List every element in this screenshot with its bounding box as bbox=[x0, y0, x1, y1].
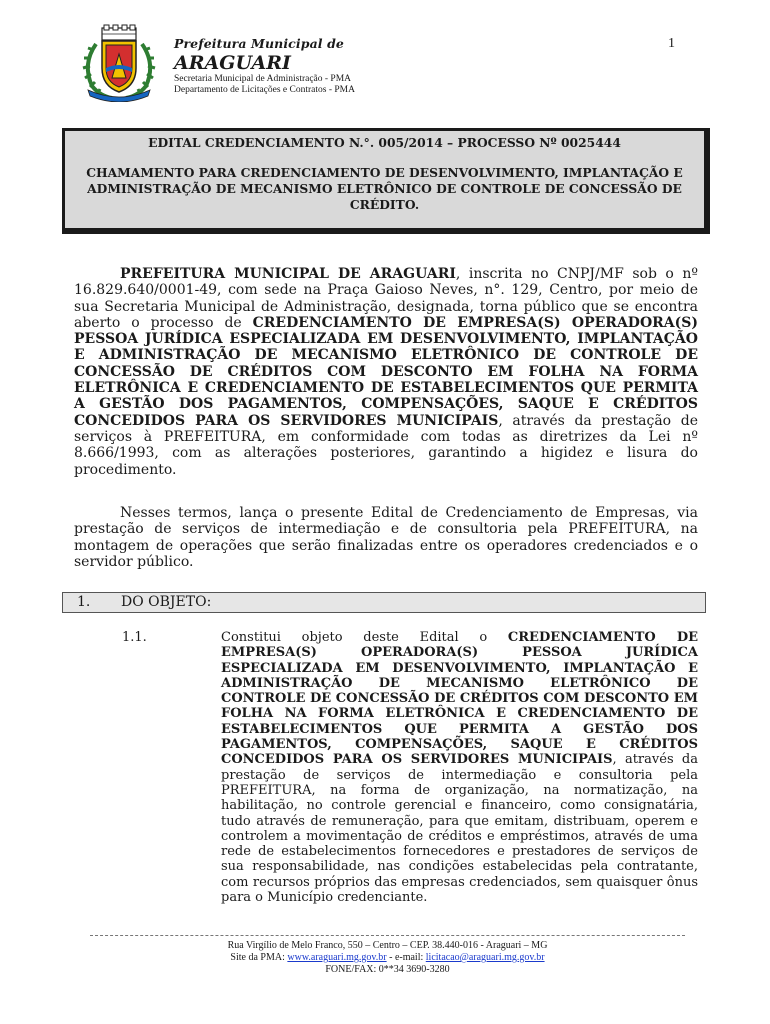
footer-email-link[interactable]: licitacao@araguari.mg.gov.br bbox=[425, 952, 545, 963]
footer-site-link[interactable]: www.araguari.mg.gov.br bbox=[287, 952, 387, 963]
second-paragraph-text: Nesses termos, lança o presente Edital de Credenciamento de Empresas, via prestação de serviços de intermediação e de consultoria pela PREFEITURA, na montagem de operações que serão finalizadas entre os operadores credenciados e o servidor público. bbox=[74, 505, 698, 570]
section-label: DO OBJETO: bbox=[121, 594, 212, 610]
intro-text-b: , através da prestação de serviços à PREFEITURA, em conformidade com todas as diretrizes da Lei nº 8.666/1993, com as alterações posteriores, garantindo a higidez e lisura do procedimento. bbox=[74, 412, 698, 478]
intro-bold-entity: PREFEITURA MUNICIPAL DE ARAGUARI bbox=[120, 266, 456, 282]
letterhead-departamento: Departamento de Licitações e Contratos - PMA bbox=[174, 85, 355, 95]
page-number: 1 bbox=[668, 36, 675, 51]
edital-subject-title: CHAMAMENTO PARA CREDENCIAMENTO DE DESENVOLVIMENTO, IMPLANTAÇÃO E ADMINISTRAÇÃO DE MECANISMO ELETRÔNICO DE CONTROLE DE CONCESSÃO DE CRÉDITO. bbox=[86, 165, 683, 212]
edital-number-title: EDITAL CREDENCIAMENTO N.°. 005/2014 – PROCESSO Nº 0025444 bbox=[148, 135, 621, 150]
footer-contacts bbox=[90, 952, 685, 964]
letterhead-city: ARAGUARI bbox=[174, 52, 291, 74]
item-text-b: , através da prestação de serviços de intermediação e consultoria pela PREFEITURA, na forma de organização, na normatização, na habilitação, no controle gerencial e financeiro, como consignatária, tudo através de remuneração, para que emitam, distribuam, operem e controlem a movimentação de créditos e empréstimos, através de uma rede de estabelecimentos fornecedores e prestadores de serviços de sua responsabilidade, nas condições estabelecidas pela contratante, com recursos próprios das empresas credenciados, sem quaisquer ônus para o Município credenciante. bbox=[221, 752, 698, 906]
letterhead-secretaria: Secretaria Municipal de Administração - PMA bbox=[174, 74, 352, 84]
item-1-1-text bbox=[221, 630, 698, 905]
edital-title-box bbox=[62, 128, 710, 234]
second-paragraph bbox=[74, 505, 698, 570]
item-text-a: Constitui objeto deste Edital o bbox=[221, 630, 508, 645]
section-number: 1. bbox=[77, 594, 91, 610]
page-footer bbox=[90, 940, 685, 976]
letterhead bbox=[174, 36, 694, 96]
intro-paragraph bbox=[74, 266, 698, 478]
footer-email-label: - e-mail: bbox=[386, 952, 426, 963]
item-number: 1.1. bbox=[122, 630, 147, 645]
coat-of-arms-logo bbox=[78, 24, 160, 102]
section-heading-objeto bbox=[62, 592, 706, 613]
item-bold-object: CREDENCIAMENTO DE EMPRESA(S) OPERADORA(S) PESSOA JURÍDICA ESPECIALIZADA EM DESENVOLVIMENTO, IMPLANTAÇÃO E ADMINISTRAÇÃO DE MECANISMO ELETRÔNICO DE CONTROLE DE CONCESSÃO DE CRÉDITOS COM DESCONTO EM FOLHA NA FORMA ELETRÔNICA E CREDENCIAMENTO DE ESTABELECIMENTOS QUE PERMITA A GESTÃO DOS PAGAMENTOS, COMPENSAÇÕES, SAQUE E CRÉDITOS CONCEDIDOS PARA OS SERVIDORES MUNICIPAIS bbox=[221, 630, 698, 768]
footer-site-label: Site da PMA: bbox=[230, 952, 288, 963]
letterhead-prefeitura: Prefeitura Municipal de bbox=[174, 36, 344, 51]
intro-bold-object: CREDENCIAMENTO DE EMPRESA(S) OPERADORA(S) PESSOA JURÍDICA ESPECIALIZADA EM DESENVOLVIMENTO, IMPLANTAÇÃO E ADMINISTRAÇÃO DE MECANISMO ELETRÔNICO DE CONTROLE DE CONCESSÃO DE CRÉDITOS COM DESCONTO EM FOLHA NA FORMA ELETRÔNICA E CREDENCIAMENTO DE ESTABELECIMENTOS QUE PERMITA A GESTÃO DOS PAGAMENTOS, COMPENSAÇÕES, SAQUE E CRÉDITOS CONCEDIDOS PARA OS SERVIDORES MUNICIPAIS bbox=[74, 314, 699, 429]
footer-phone: FONE/FAX: 0**34 3690-3280 bbox=[325, 964, 450, 975]
footer-address: Rua Virgílio de Melo Franco, 550 – Centro – CEP. 38.440-016 - Araguari – MG bbox=[227, 940, 548, 951]
footer-divider bbox=[90, 935, 685, 936]
intro-text-a: , inscrita no CNPJ/MF sob o nº 16.829.640/0001-49, com sede na Praça Gaioso Neves, n°. 129, Centro, por meio de sua Secretaria Municipal de Administração, designada, torna público que se encontra aberto o processo de bbox=[74, 266, 698, 331]
